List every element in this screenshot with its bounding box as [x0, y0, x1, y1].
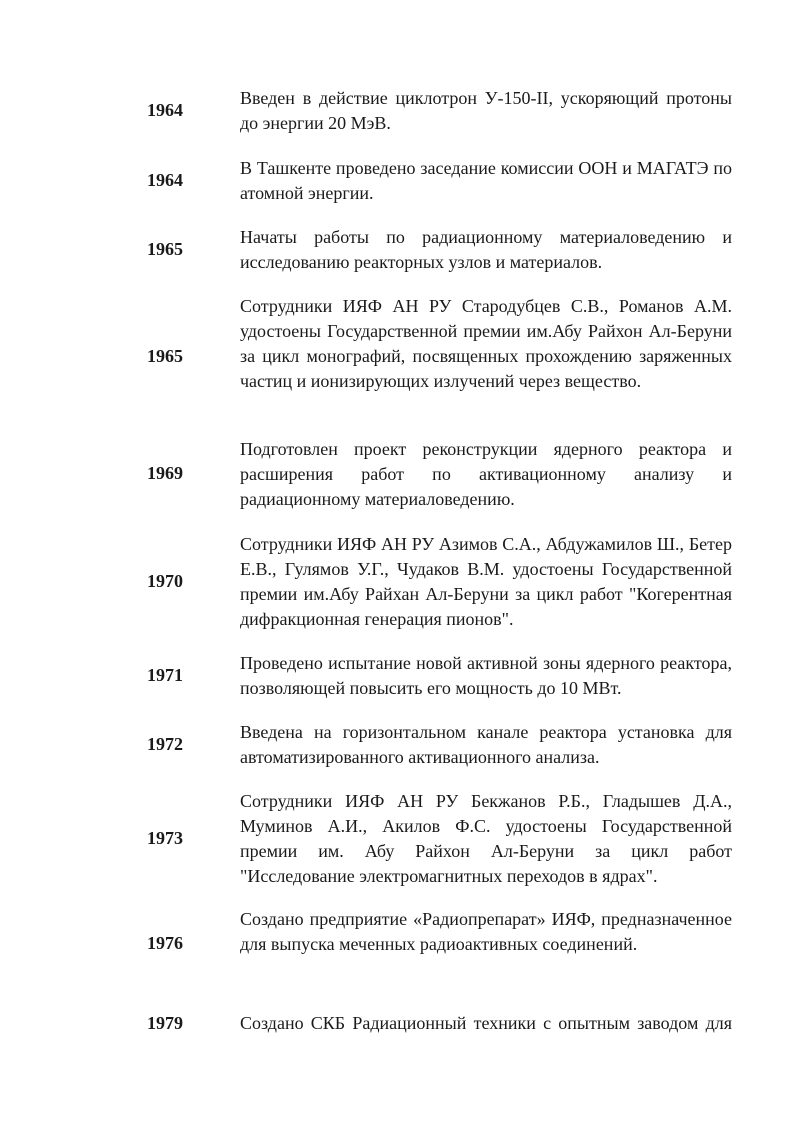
- timeline-entry: [0, 532, 800, 632]
- timeline-entry: [0, 156, 800, 206]
- entry-text: Создано СКБ Радиационный техники с опытным заводом для: [240, 1013, 732, 1033]
- entry-year: 1965: [147, 239, 183, 259]
- timeline-entry: [0, 86, 800, 136]
- timeline-entry: [0, 789, 800, 889]
- entry-text: Подготовлен проект реконструкции ядерного реактора и расширения работ по активационному анализу и радиационному материаловедению.: [240, 439, 732, 509]
- timeline-entry: [0, 907, 800, 982]
- entry-text: Сотрудники ИЯФ АН РУ Стародубцев С.В., Романов А.М. удостоены Государственной премии им.Абу Райхон Ал-Беруни за цикл монографий, посвященных прохождению заряженных частиц и ионизирующих излучений через вещество.: [240, 296, 732, 391]
- entry-text: Проведено испытание новой активной зоны ядерного реактора, позволяющей повысить его мощность до 10 МВт.: [240, 653, 732, 698]
- entry-text: Сотрудники ИЯФ АН РУ Азимов С.А., Абдужамилов Ш., Бетер Е.В., Гулямов У.Г., Чудаков В.М. удостоены Государственной премии им.Абу Райхан Ал-Беруни за цикл работ "Когерентная дифракционная генерация пионов".: [240, 534, 732, 629]
- entry-year: 1973: [147, 828, 183, 848]
- entry-year: 1964: [147, 170, 183, 190]
- entry-text: Сотрудники ИЯФ АН РУ Бекжанов Р.Б., Гладышев Д.А., Муминов А.И., Акилов Ф.С. удостоены Государственной премии им. Абу Райхон Ал-Беруни за цикл работ "Исследование электромагнитных переходов в ядрах".: [240, 791, 732, 886]
- entry-year: 1965: [147, 346, 183, 366]
- entry-year: 1976: [147, 933, 183, 953]
- entry-text: Введена на горизонтальном канале реактора установка для автоматизированного активационного анализа.: [240, 722, 732, 767]
- entry-year: 1972: [147, 734, 183, 754]
- entry-year: 1964: [147, 100, 183, 120]
- entry-year: 1969: [147, 463, 183, 483]
- entry-text: В Ташкенте проведено заседание комиссии ООН и МАГАТЭ по атомной энергии.: [240, 158, 732, 203]
- entry-year: 1971: [147, 665, 183, 685]
- timeline-entry: [0, 437, 800, 512]
- entry-year: 1970: [147, 571, 183, 591]
- entry-text: Введен в действие циклотрон У-150-II, ускоряющий протоны до энергии 20 МэВ.: [240, 88, 732, 133]
- entry-text: Начаты работы по радиационному материаловедению и исследованию реакторных узлов и материалов.: [240, 227, 732, 272]
- timeline-entry: [0, 225, 800, 275]
- timeline-entry: [0, 651, 800, 701]
- timeline-entry: [0, 294, 800, 419]
- entry-text: Создано предприятие «Радиопрепарат» ИЯФ, предназначенное для выпуска меченных радиоактивных соединений.: [240, 909, 732, 954]
- timeline-entry: [0, 720, 800, 770]
- entry-year: 1979: [147, 1013, 183, 1033]
- timeline-entry: [0, 1011, 800, 1036]
